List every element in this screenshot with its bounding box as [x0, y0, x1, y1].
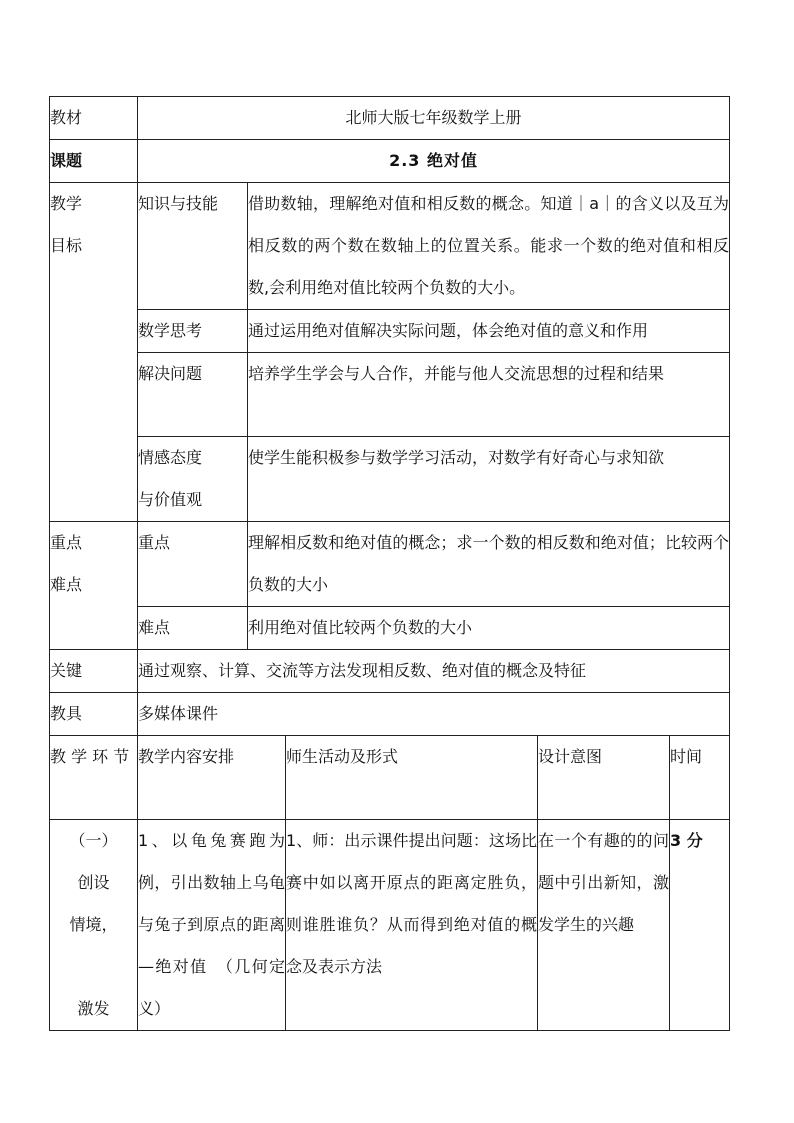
topic-row [50, 140, 730, 183]
objective-text: 通过运用绝对值解决实际问题，体会绝对值的意义和作用 [248, 310, 730, 353]
objective-name: 数学思考 [138, 310, 248, 353]
topic-label: 课题 [50, 140, 138, 183]
objective-text: 培养学生学会与人合作，并能与他人交流思想的过程和结果 [248, 353, 730, 437]
lesson-plan-table [49, 96, 730, 1031]
difficulty-text: 利用绝对值比较两个负数的大小 [248, 607, 730, 650]
keypoints-label [50, 522, 138, 650]
keypoints-label-line1: 重点 [50, 533, 83, 552]
step-activity: 1、师：出示课件提出问题：这场比赛中如以离开原点的距离定胜负，则谁胜谁负？从而得到绝对值的概念及表示方法 [286, 820, 538, 1031]
step-stage-line2: 创设 [77, 873, 110, 892]
objective-problem-row [50, 353, 730, 437]
step-row [50, 820, 730, 1031]
textbook-value: 北师大版七年级数学上册 [138, 97, 730, 140]
tools-text: 多媒体课件 [138, 693, 730, 736]
step-stage-line3: 情境， [69, 915, 118, 934]
objective-text: 借助数轴，理解绝对值和相反数的概念。知道｜a｜的含义以及互为相反数的两个数在数轴上的位置关系。能求一个数的绝对值和相反数,会利用绝对值比较两个负数的大小。 [248, 183, 730, 310]
objective-name-line1: 情感态度 [138, 448, 203, 467]
step-time: 3 分 [670, 820, 730, 1031]
difficulty-label: 难点 [138, 607, 248, 650]
textbook-row [50, 97, 730, 140]
objective-name: 知识与技能 [138, 183, 248, 310]
objectives-label-line2: 目标 [50, 236, 83, 255]
tools-label: 教具 [50, 693, 138, 736]
column-activity: 师生活动及形式 [286, 736, 538, 820]
column-content: 教学内容安排 [138, 736, 286, 820]
focus-label: 重点 [138, 522, 248, 607]
column-header-row [50, 736, 730, 820]
objective-name-line2: 与价值观 [138, 490, 203, 509]
column-time: 时间 [670, 736, 730, 820]
step-stage [50, 820, 138, 1031]
keypoints-label-line2: 难点 [50, 575, 83, 594]
step-stage-line5: 激发 [77, 999, 110, 1018]
focus-text: 理解相反数和绝对值的概念；求一个数的相反数和绝对值；比较两个负数的大小 [248, 522, 730, 607]
objective-knowledge-row [50, 183, 730, 310]
objective-text: 使学生能积极参与数学学习活动，对数学有好奇心与求知欲 [248, 437, 730, 522]
page-title: 2.3 绝对值 [138, 140, 730, 183]
tools-row [50, 693, 730, 736]
textbook-label: 教材 [50, 97, 138, 140]
objective-name: 解决问题 [138, 353, 248, 437]
key-text: 通过观察、计算、交流等方法发现相反数、绝对值的概念及特征 [138, 650, 730, 693]
objective-name [138, 437, 248, 522]
column-intent: 设计意图 [538, 736, 670, 820]
objectives-label [50, 183, 138, 522]
step-stage-line1: （一） [69, 831, 118, 850]
difficulty-row [50, 607, 730, 650]
step-stage-line4 [50, 946, 137, 988]
objectives-label-line1: 教学 [50, 194, 83, 213]
objective-attitude-row [50, 437, 730, 522]
column-stage: 教 学 环 节 [50, 736, 138, 820]
focus-row [50, 522, 730, 607]
key-row [50, 650, 730, 693]
key-label: 关键 [50, 650, 138, 693]
step-intent: 在一个有趣的的问题中引出新知，激发学生的兴趣 [538, 820, 670, 1031]
step-content: 1、以龟兔赛跑为例，引出数轴上乌龟与兔子到原点的距离—绝对值 （几何定义） [138, 820, 286, 1031]
objective-thinking-row [50, 310, 730, 353]
